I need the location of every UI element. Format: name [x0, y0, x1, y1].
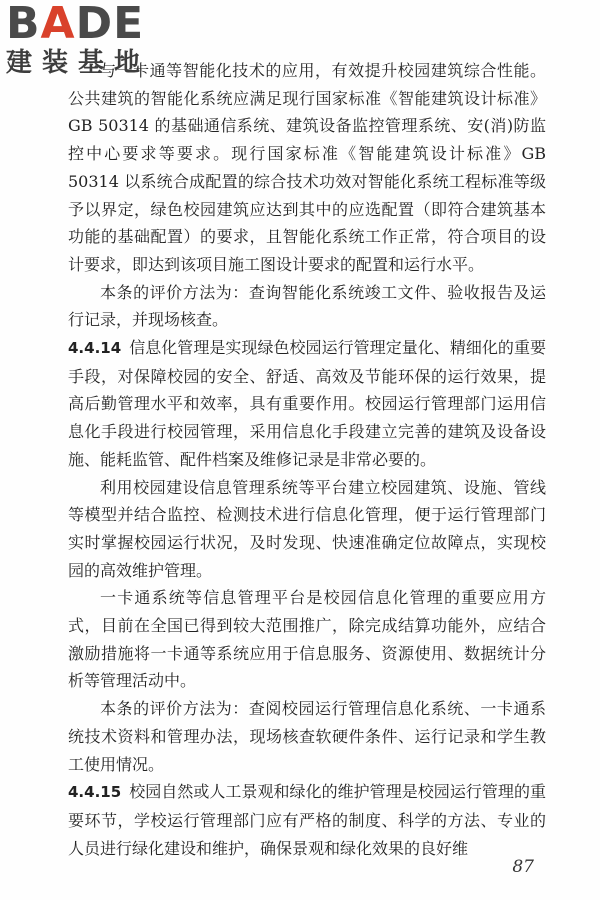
paragraph-text: 校园自然或人工景观和绿化的维护管理是校园运行管理的重要环节，学校运行管理部门应有严格的制度、科学的方法、专业的人员进行绿化建设和维护，确保景观和绿化效果的良好维 — [68, 782, 546, 858]
bade-logo — [6, 2, 184, 84]
paragraph-card-system — [68, 584, 546, 695]
clause-number: 4.4.15 — [68, 783, 122, 802]
paragraph-evaluation-method — [68, 279, 546, 334]
paragraph-text: 信息化管理是实现绿色校园运行管理定量化、精细化的重要手段，对保障校园的安全、舒适、高效及节能环保的运行效果，提高后勤管理水平和效率，具有重要作用。校园运行管理部门运用信息化手段进行校园管理，采用信息化手段建立完善的建筑及设备设施、能耗监管、配件档案及维修记录是非常必要的。 — [68, 338, 546, 469]
logo-wordmark: BADE — [6, 0, 145, 49]
paragraph-text: 本条的评价方法为：查阅校园运行管理信息化系统、一卡通系统技术资料和管理办法，现场核查软硬件条件、运行记录和学生教工使用情况。 — [68, 699, 546, 774]
clause-4-4-15 — [68, 778, 546, 862]
page-body — [68, 57, 546, 862]
paragraph-evaluation-method-2 — [68, 695, 546, 778]
clause-number: 4.4.14 — [68, 339, 122, 358]
clause-4-4-14 — [68, 334, 546, 474]
paragraph-continued — [68, 57, 546, 279]
paragraph-text: 本条的评价方法为：查询智能化系统竣工文件、验收报告及运行记录，并现场核查。 — [68, 282, 546, 330]
logo-subtitle: 建装基地 — [6, 48, 151, 78]
paragraph-text: 利用校园建设信息管理系统等平台建立校园建筑、设施、管线等模型并结合监控、检测技术进行信息化管理，便于运行管理部门实时掌握校园运行状况，及时发现、快速准确定位故障点，实现校园的高效维护管理。 — [68, 477, 546, 580]
paragraph-text: 与一卡通等智能化技术的应用，有效提升校园建筑综合性能。公共建筑的智能化系统应满足现行国家标准《智能建筑设计标准》GB 50314 的基础通信系统、建筑设备监控管理系统、安(消)防监控中心要求等要求。现行国家标准《智能建筑设计标准》GB 50314 以系统合成配置的综合技术功效对智能化系统工程标准等级予以界定，绿色校园建筑应达到其中的应选配置（即符合建筑基本功能的基础配置）的要求，且智能化系统工作正常，符合项目的设计要求，即达到该项目施工图设计要求的配置和运行水平。 — [68, 61, 546, 274]
paragraph-text: 一卡通系统等信息管理平台是校园信息化管理的重要应用方式，目前在全国已得到较大范围推广，除完成结算功能外，应结合激励措施将一卡通等系统应用于信息服务、资源使用、数据统计分析等管理活动中。 — [68, 588, 546, 691]
paragraph-info-platform — [68, 474, 546, 585]
page-number: 87 — [512, 857, 534, 877]
